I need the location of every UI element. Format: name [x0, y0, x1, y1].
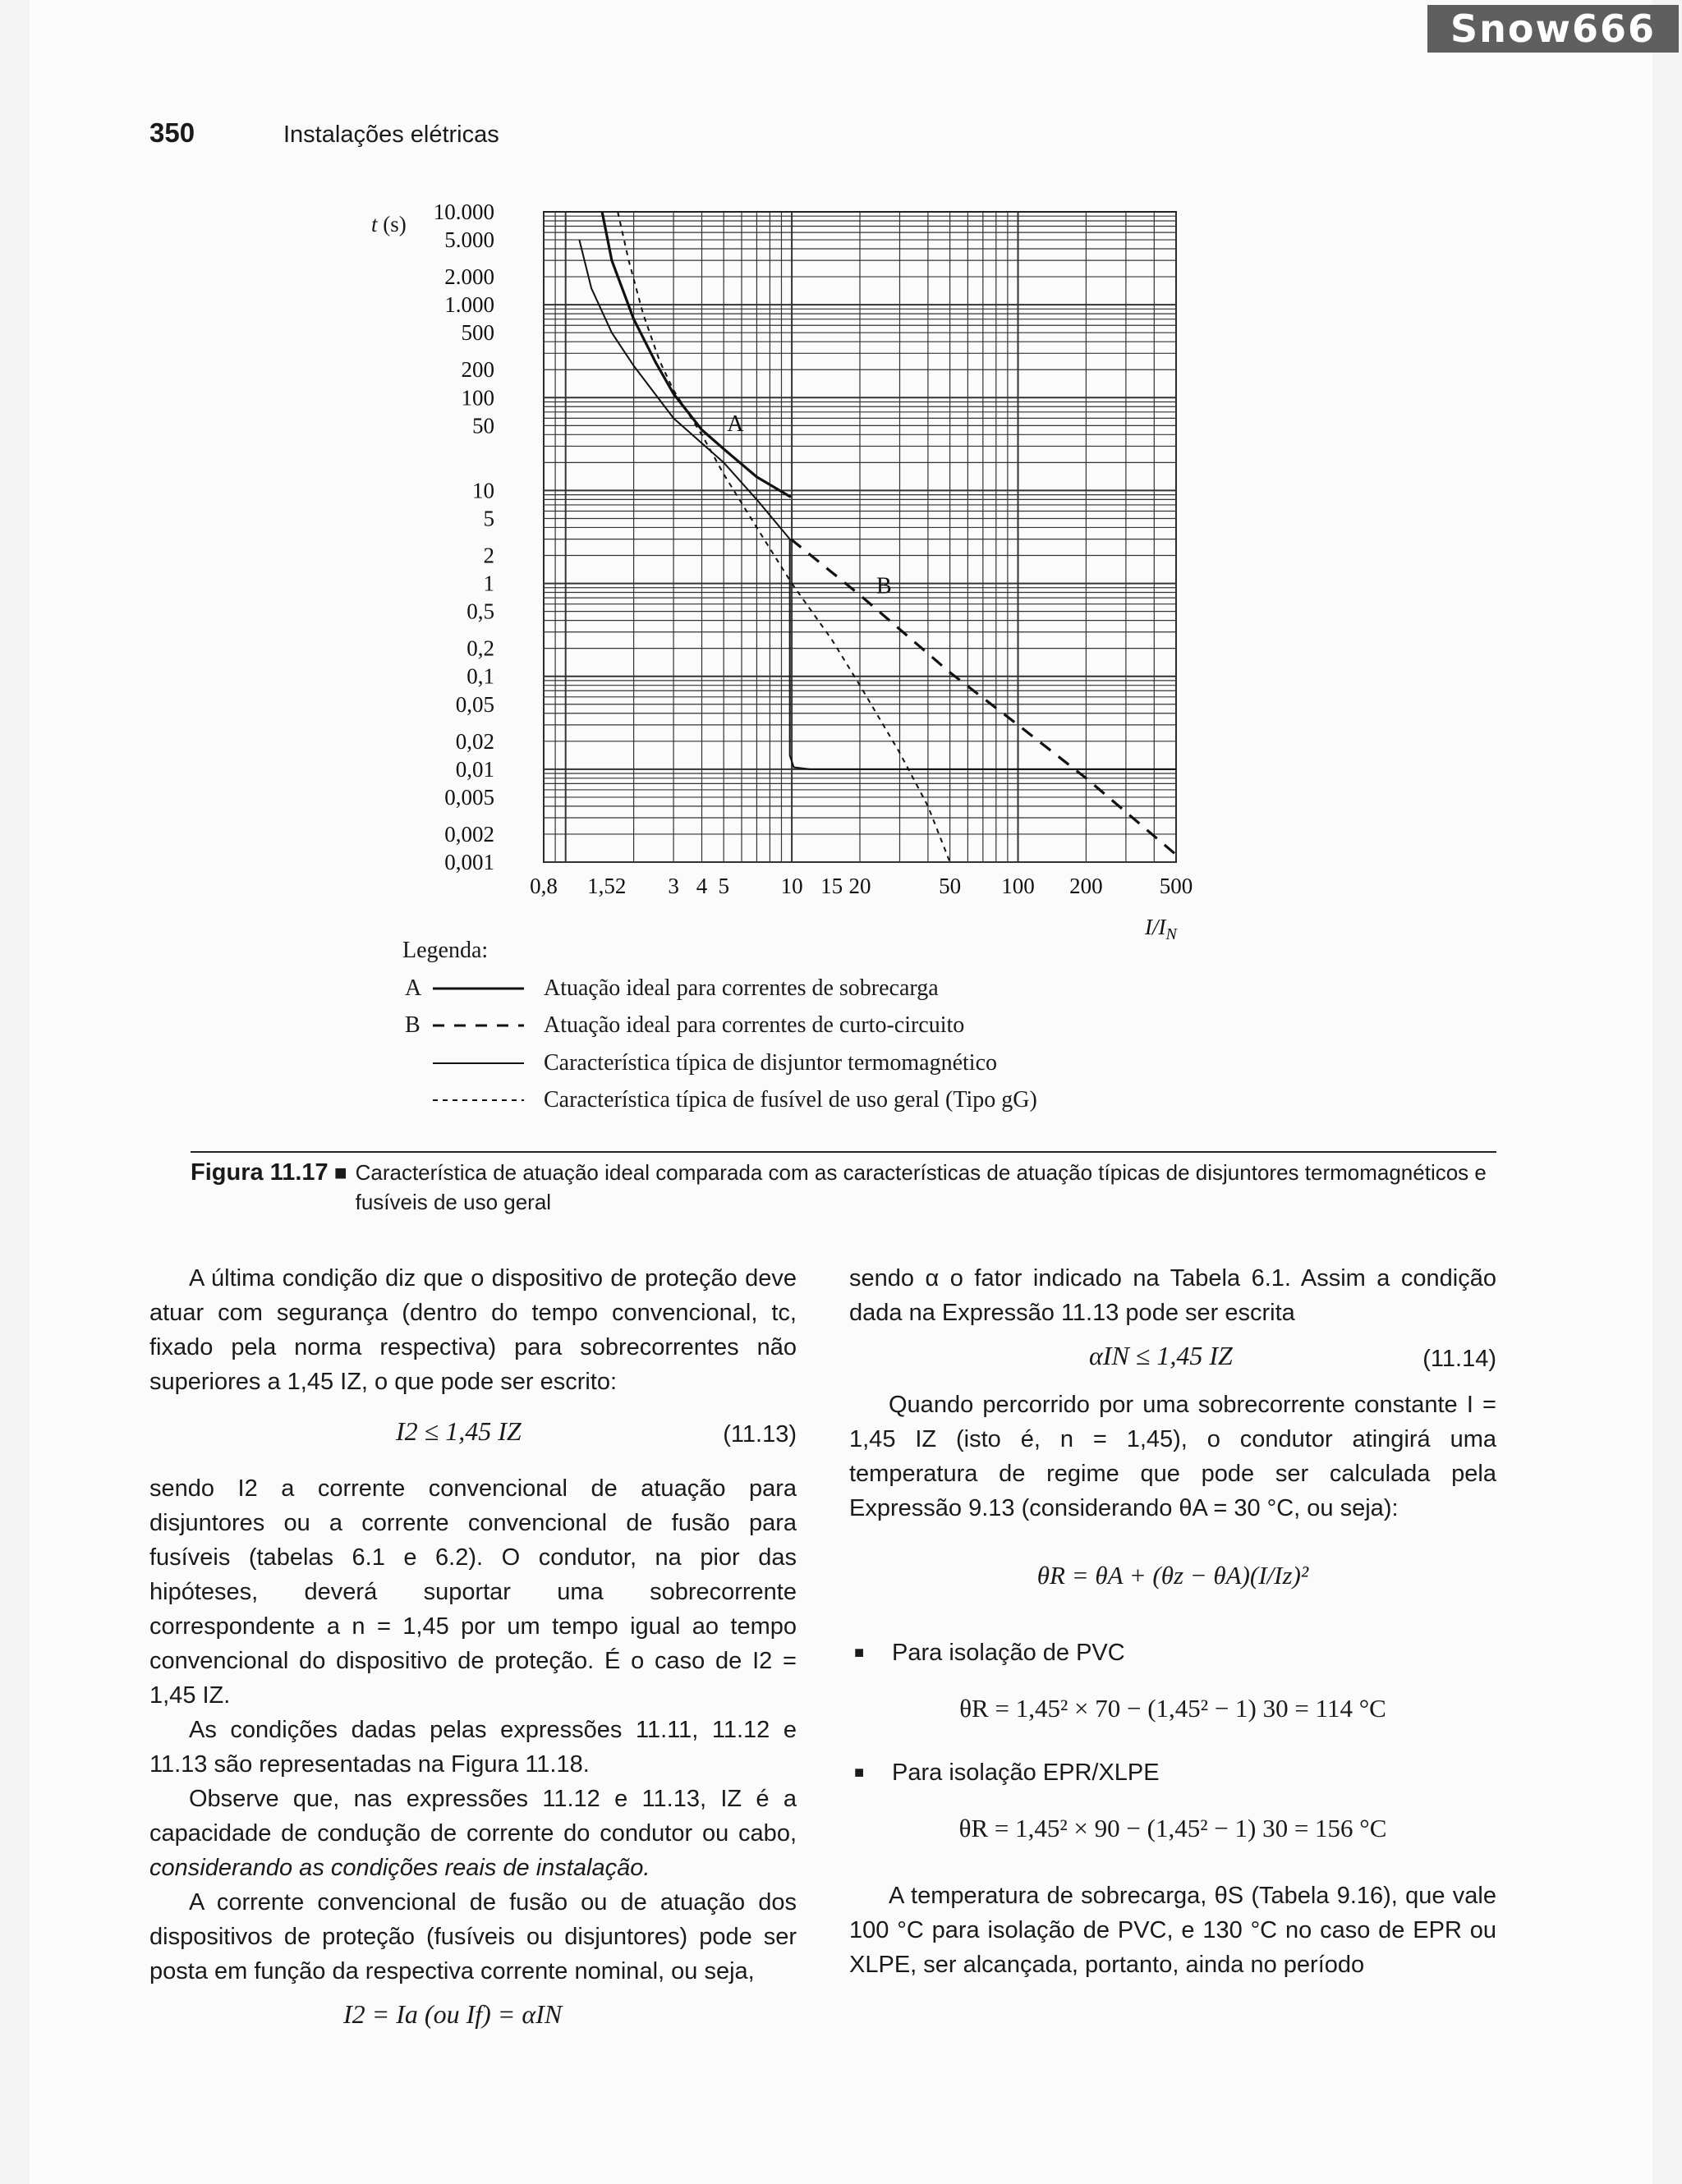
equation-pvc: θR = 1,45² × 70 − (1,45² − 1) 30 = 114 °C — [959, 1694, 1386, 1723]
left-paragraph-2: sendo I2 a corrente convencional de atuação para disjuntores ou a corrente convencional de fusão para fusíveis (tabelas 6.1 e 6.2). O condutor, na pior das hipóteses, deverá suportar uma sobrecorrente correspondente a n = 1,45 por um tempo igual ao tempo convencional do dispositivo de proteção. É o caso de I2 = 1,45 IZ. — [149, 1475, 797, 1709]
legend-key-a: A — [405, 975, 422, 1001]
page-number: 350 — [149, 117, 195, 148]
x-tick-label: 3 — [668, 874, 679, 898]
left-paragraph-3: As condições dadas pelas expressões 11.11, 11.12 e 11.13 são representadas na Figura 11.18. — [149, 1717, 797, 1778]
series-a-line — [602, 212, 791, 497]
y-tick-label: 10.000 — [433, 200, 494, 224]
y-tick-label: 0,01 — [455, 756, 494, 782]
legend-item-fusivel: Característica típica de fusível de uso geral (Tipo gG) — [544, 1087, 1037, 1113]
left-paragraph-1: A última condição diz que o dispositivo de proteção deve atuar com segurança (dentro do tempo convencional, tc, fixado pela norma respectiva) para sobrecorrentes não superiores a 1,45 IZ, o que pode ser escrito: — [149, 1265, 797, 1395]
right-paragraph-2: Quando percorrido por uma sobrecorrente constante I = 1,45 IZ (isto é, n = 1,45), o condutor atingirá uma temperatura de regime que pode ser calculada pela Expressão 9.13 (considerando θA = 30 °C, ou seja): — [849, 1392, 1496, 1521]
equation-11-14-number: (11.14) — [1422, 1346, 1496, 1372]
right-paragraph-1: sendo α o fator indicado na Tabela 6.1. Assim a condição dada na Expressão 11.13 pode ser escrita — [849, 1265, 1496, 1326]
y-tick-label: 10 — [472, 478, 494, 503]
legend-item-a: Atuação ideal para correntes de sobrecarga — [544, 975, 939, 1001]
running-title: Instalações elétricas — [283, 122, 499, 148]
legend-item-b: Atuação ideal para correntes de curto-circuito — [544, 1012, 965, 1038]
bullet-epr-xlpe: ■ Para isolação EPR/XLPE — [849, 1755, 1496, 1790]
left-paragraph-5: A corrente convencional de fusão ou de atuação dos dispositivos de proteção (fusíveis ou disjuntores) pode ser posta em função da respectiva corrente nominal, ou seja, — [149, 1889, 797, 1984]
y-tick-label: 5 — [483, 506, 494, 531]
y-tick-label: 100 — [461, 385, 494, 411]
y-tick-label: 0,02 — [455, 728, 494, 754]
y-tick-label: 2 — [483, 543, 494, 568]
x-tick-label: 50 — [939, 874, 962, 898]
left-paragraph-4 — [149, 1782, 797, 1885]
x-tick-label: 15 — [820, 874, 843, 898]
equation-regime-temperature — [849, 1558, 1496, 1616]
equation-regime-temperature-body: θR = θA + (θz − θA)(I/Iz)² — [1036, 1561, 1309, 1590]
x-tick-label: 4 — [696, 874, 708, 898]
bullet-pvc: ■ Para isolação de PVC — [849, 1636, 1496, 1670]
trip-curve-chart — [0, 0, 1682, 952]
y-tick-label: 0,05 — [455, 691, 494, 717]
y-tick-label: 0,002 — [444, 821, 494, 847]
y-tick-label: 1.000 — [444, 292, 494, 318]
y-tick-label: 0,001 — [444, 850, 494, 874]
y-tick-label: 1 — [483, 571, 494, 596]
equation-11-13-number: (11.13) — [723, 1421, 797, 1448]
y-axis-label: t (s) — [371, 212, 407, 236]
left-column — [149, 1261, 797, 2039]
x-tick-label: 200 — [1069, 874, 1103, 898]
y-tick-label: 200 — [461, 357, 494, 383]
y-tick-label: 5.000 — [444, 227, 494, 253]
y-tick-label: 0,1 — [466, 663, 494, 689]
y-tick-label: 0,5 — [466, 599, 494, 624]
left-paragraph-4-emphasis: considerando as condições reais de instalação. — [149, 1855, 650, 1881]
x-tick-label: 0,8 — [530, 874, 558, 898]
x-tick-label: 100 — [1001, 874, 1035, 898]
x-tick-label: 500 — [1159, 874, 1193, 898]
x-tick-label: 1,52 — [587, 874, 627, 898]
x-tick-label: 5 — [718, 874, 729, 898]
equation-epr-xlpe: θR = 1,45² × 90 − (1,45² − 1) 30 = 156 °C — [958, 1814, 1387, 1842]
right-paragraph-3: A temperatura de sobrecarga, θS (Tabela 9.16), que vale 100 °C para isolação de PVC, e 130 °C no caso de EPR ou XLPE, ser alcançada, portanto, ainda no período — [849, 1883, 1496, 1978]
y-tick-label: 2.000 — [444, 264, 494, 290]
equation-11-14 — [849, 1330, 1496, 1381]
legend-title: Legenda: — [402, 938, 489, 963]
x-axis-label: $I/I_N$ — [1145, 915, 1177, 943]
x-tick-label: 20 — [848, 874, 871, 898]
curve-label-b: B — [876, 573, 892, 599]
y-tick-label: 0,005 — [444, 784, 494, 810]
caption-rule — [191, 1151, 1496, 1153]
equation-conventional-current-body: I2 = Ia (ou If) = αIN — [343, 1999, 563, 2029]
figure-label: Figura 11.17 — [191, 1159, 329, 1186]
curve-label-a: A — [727, 411, 744, 437]
equation-conventional-current — [149, 1989, 797, 2039]
right-column — [849, 1261, 1496, 1982]
equation-11-14-body: αIN ≤ 1,45 IZ — [1089, 1341, 1233, 1370]
figure-caption: Figura 11.17 ■ Característica de atuação ideal comparada com as características de atuação típicas de disjuntores termomagnéticos e fusíveis de uso geral — [191, 1158, 1496, 1217]
left-paragraph-4-text: Observe que, nas expressões 11.12 e 11.13, IZ é a capacidade de condução de corrente do condutor ou cabo, — [149, 1786, 797, 1847]
legend-swatches — [427, 973, 526, 1121]
y-tick-label: 50 — [472, 413, 494, 438]
x-tick-label: 10 — [780, 874, 803, 898]
watermark: Snow666 — [1427, 5, 1679, 53]
equation-11-13-body: I2 ≤ 1,45 IZ — [396, 1416, 522, 1446]
legend-item-disjuntor: Característica típica de disjuntor termomagnético — [544, 1050, 998, 1076]
legend-key-b: B — [405, 1012, 420, 1038]
figure-caption-text: Característica de atuação ideal comparada com as características de atuação típicas de disjuntores termomagnéticos e fusíveis de uso geral — [355, 1160, 1487, 1214]
y-tick-label: 500 — [461, 320, 494, 346]
equation-11-13 — [149, 1406, 797, 1457]
y-tick-label: 0,2 — [466, 635, 494, 661]
